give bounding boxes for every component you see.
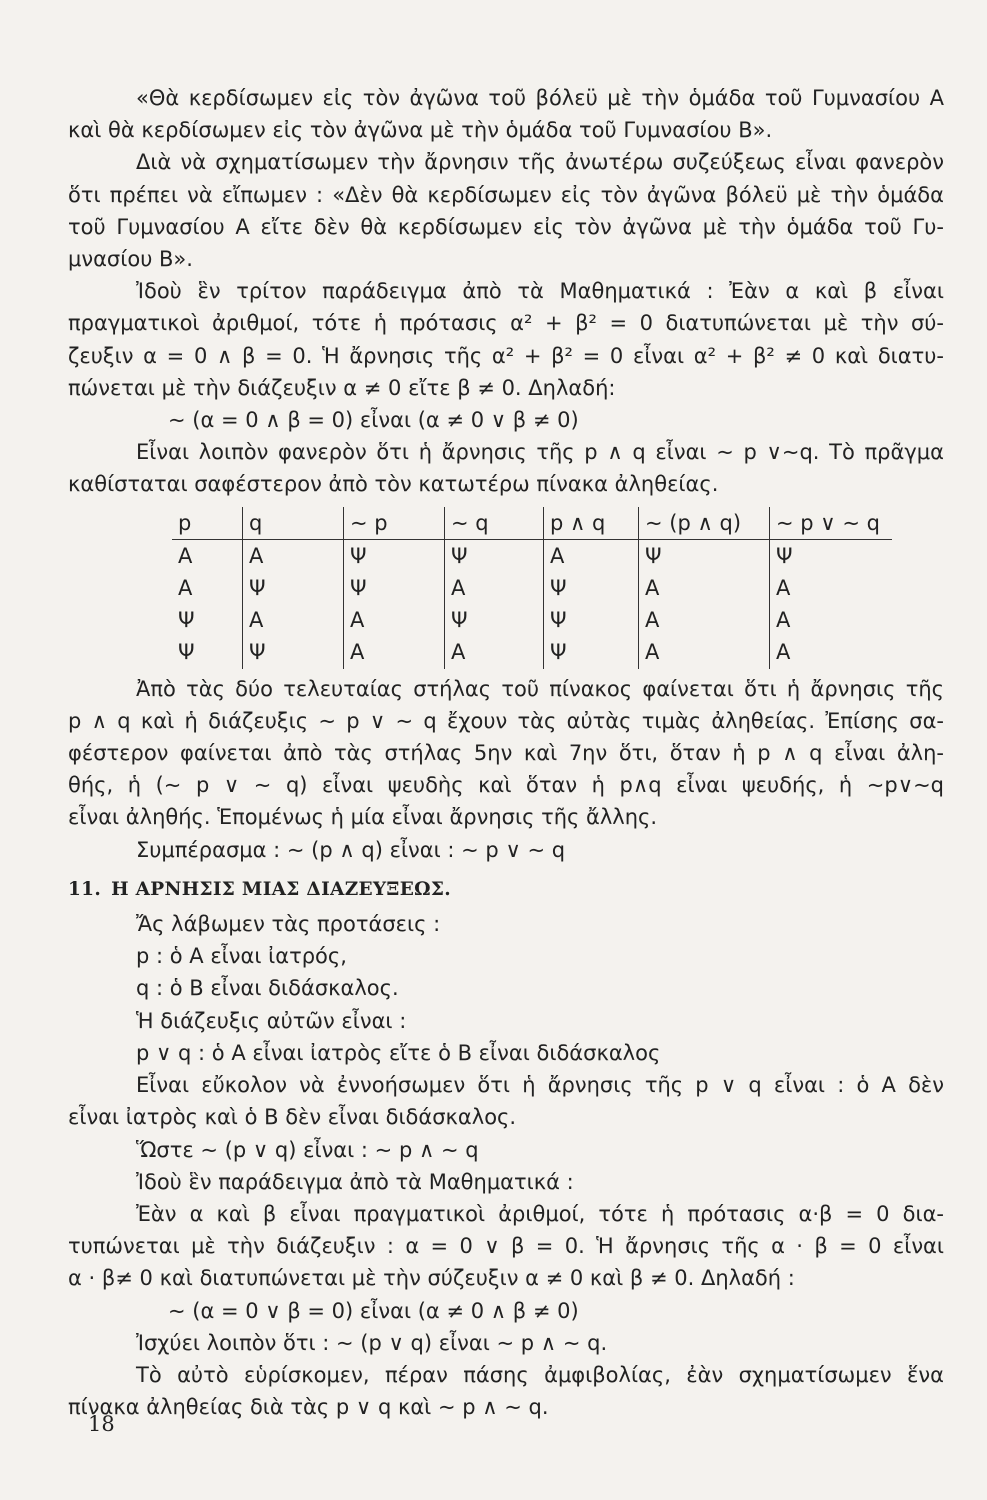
- truth-table-header: [172, 507, 892, 540]
- section11-p-def: p : ὁ Α εἶναι ἰατρός,: [136, 944, 347, 969]
- table-cell: Ψ: [445, 604, 544, 636]
- section-number: 11.: [68, 878, 102, 900]
- table-cell: Ψ: [178, 640, 195, 665]
- table-cell: Ψ: [178, 608, 195, 633]
- table-cell: Α: [770, 636, 893, 668]
- section11-final-line1: Τὸ αὐτὸ εὑρίσκομεν, πέραν πάσης ἀμφιβολίας, ἐὰν σχηματίσωμεν ἕνα: [136, 1362, 944, 1387]
- header-cell: ∼ q: [445, 507, 544, 540]
- para4-line5: εἶναι ἀληθής. Ἑπομένως ἡ μία εἶναι ἄρνησις τῆς ἄλλης.: [68, 805, 658, 830]
- para3-line3: ζευξιν α = 0 ∧ β = 0. Ἡ ἄρνησις τῆς α² + β² = 0 εἶναι α² + β² ≠ 0 καὶ διατυ-: [68, 343, 944, 368]
- para3-formula: ∼ (α = 0 ∧ β = 0) εἶναι (α ≠ 0 ∨ β ≠ 0): [168, 408, 579, 433]
- table-cell: Ψ: [544, 604, 639, 636]
- table-row: [172, 636, 892, 668]
- para1-line2: καὶ θὰ κερδίσωμεν εἰς τὸν ἀγῶνα μὲ τὴν ὁμάδα τοῦ Γυμνασίου Β».: [68, 118, 773, 143]
- section11-ex-line3: α · β≠ 0 καὶ διατυπώνεται μὲ τὴν σύζευξιν α ≠ 0 καὶ β ≠ 0. Δηλαδή :: [68, 1266, 795, 1291]
- para4-line1: Ἀπὸ τὰς δύο τελευταίας στήλας τοῦ πίνακος φαίνεται ὅτι ἡ ἄρνησις τῆς: [136, 676, 944, 701]
- section11-holds: Ἰσχύει λοιπὸν ὅτι : ∼ (p ∨ q) εἶναι ∼ p ∧ ∼ q.: [136, 1330, 608, 1355]
- table-cell: Ψ: [243, 572, 344, 604]
- section11-example-intro: Ἰδοὺ ἓν παράδειγμα ἀπὸ τὰ Μαθηματικά :: [136, 1169, 574, 1194]
- para4-line2: p ∧ q καὶ ἡ διάζευξις ∼ p ∨ ∼ q ἔχουν τὰς αὐτὰς τιμὰς ἀληθείας. Ἐπίσης σα-: [68, 708, 944, 733]
- table-cell: Α: [178, 543, 193, 568]
- para2-line4: μνασίου Β».: [68, 247, 193, 272]
- header-cell: ∼ p: [344, 507, 445, 540]
- table-cell: Α: [770, 572, 893, 604]
- table-cell: Ψ: [344, 572, 445, 604]
- section11-disj: p ∨ q : ὁ Α εἶναι ἰατρὸς εἴτε ὁ Β εἶναι διδάσκαλος: [136, 1040, 661, 1065]
- para3-line2: πραγματικοὶ ἀριθμοί, τότε ἡ πρότασις α² + β² = 0 διατυπώνεται μὲ τὴν σύ-: [68, 311, 944, 336]
- para2-line3: τοῦ Γυμνασίου Α εἴτε δὲν θὰ κερδίσωμεν εἰς τὸν ἀγῶνα μὲ τὴν ὁμάδα τοῦ Γυ-: [68, 214, 944, 239]
- table-cell: Ψ: [243, 636, 344, 668]
- para4-line3: φέστερον φαίνεται ἀπὸ τὰς στήλας 5ην καὶ 7ην ὅτι, ὅταν ἡ p ∧ q εἶναι ἀλη-: [68, 741, 944, 766]
- table-cell: Ψ: [445, 539, 544, 572]
- section11-final-line2: πίνακα ἀληθείας διὰ τὰς p ∨ q καὶ ∼ p ∧ ∼ q.: [68, 1395, 549, 1420]
- header-cell: p ∧ q: [544, 507, 639, 540]
- table-row: [172, 572, 892, 604]
- section11-disj-intro: Ἡ διάζευξις αὐτῶν εἶναι :: [136, 1008, 407, 1033]
- table-cell: Ψ: [544, 572, 639, 604]
- table-cell: Ψ: [639, 539, 770, 572]
- table-cell: Ψ: [544, 636, 639, 668]
- section11-formula: ∼ (α = 0 ∨ β = 0) εἶναι (α ≠ 0 ∧ β ≠ 0): [168, 1298, 579, 1323]
- header-cell: p: [172, 507, 243, 540]
- header-cell: q: [243, 507, 344, 540]
- table-cell: Α: [639, 636, 770, 668]
- table-cell: Α: [243, 604, 344, 636]
- section11-neg-line1: Εἶναι εὔκολον νὰ ἐννοήσωμεν ὅτι ἡ ἄρνησις τῆς p ∨ q εἶναι : ὁ Α δὲν: [136, 1073, 944, 1098]
- table-row: [172, 539, 892, 572]
- para3-line4: πώνεται μὲ τὴν διάζευξιν α ≠ 0 εἴτε β ≠ 0. Δηλαδή:: [68, 375, 616, 400]
- header-cell: ∼ (p ∧ q): [639, 507, 770, 540]
- table-cell: Α: [544, 539, 639, 572]
- table-cell: Α: [344, 636, 445, 668]
- table-cell: Ψ: [770, 539, 893, 572]
- section11-ex-line1: Ἐὰν α καὶ β εἶναι πραγματικοὶ ἀριθμοί, τότε ἡ πρότασις α·β = 0 δια-: [136, 1201, 944, 1226]
- section11-q-def: q : ὁ Β εἶναι διδάσκαλος.: [136, 976, 399, 1001]
- table-row: [172, 604, 892, 636]
- section-title: Η ΑΡΝΗΣΙΣ ΜΙΑΣ ΔΙΑΖΕΥΞΕΩΣ.: [111, 878, 452, 900]
- table-cell: Α: [344, 604, 445, 636]
- para3-line6: καθίσταται σαφέστερον ἀπὸ τὸν κατωτέρω πίνακα ἀληθείας.: [68, 472, 719, 497]
- header-cell: ∼ p ∨ ∼ q: [770, 507, 893, 540]
- para3-line1: Ἰδοὺ ἓν τρίτον παράδειγμα ἀπὸ τὰ Μαθηματικά : Ἐὰν α καὶ β εἶναι: [136, 279, 944, 304]
- section11-ex-line2: τυπώνεται μὲ τὴν διάζευξιν : α = 0 ∨ β = 0. Ἡ ἄρνησις τῆς α · β = 0 εἶναι: [68, 1234, 944, 1259]
- truth-table: [172, 507, 892, 669]
- page-body: [68, 82, 944, 1423]
- table-cell: Α: [770, 604, 893, 636]
- table-cell: Α: [445, 572, 544, 604]
- section11-so: Ὥστε ∼ (p ∨ q) εἶναι : ∼ p ∧ ∼ q: [136, 1137, 479, 1162]
- para2-line2: ὅτι πρέπει νὰ εἴπωμεν : «Δὲν θὰ κερδίσωμεν εἰς τὸν ἀγῶνα βόλεϋ μὲ τὴν ὁμάδα: [68, 182, 944, 207]
- section11-intro: Ἄς λάβωμεν τὰς προτάσεις :: [136, 912, 441, 937]
- section-heading: [68, 874, 944, 906]
- table-cell: Α: [639, 604, 770, 636]
- para3-line5: Εἶναι λοιπὸν φανερὸν ὅτι ἡ ἄρνησις τῆς p ∧ q εἶναι ∼ p ∨∼q. Τὸ πρᾶγμα: [136, 440, 944, 465]
- table-cell: Α: [243, 539, 344, 572]
- para4-conclusion: Συμπέρασμα : ∼ (p ∧ q) εἶναι : ∼ p ∨ ∼ q: [136, 837, 566, 862]
- para4-line4: θής, ἡ (∼ p ∨ ∼ q) εἶναι ψευδὴς καὶ ὅταν ἡ p∧q εἶναι ψευδής, ἡ ∼p∨∼q: [68, 773, 944, 798]
- section11-neg-line2: εἶναι ἰατρὸς καὶ ὁ Β δὲν εἶναι διδάσκαλος.: [68, 1105, 517, 1130]
- para2-line1: Διὰ νὰ σχηματίσωμεν τὴν ἄρνησιν τῆς ἀνωτέρω συζεύξεως εἶναι φανερὸν: [136, 150, 944, 175]
- table-cell: Α: [445, 636, 544, 668]
- table-cell: Α: [178, 576, 193, 601]
- para1-line1: «Θὰ κερδίσωμεν εἰς τὸν ἀγῶνα τοῦ βόλεϋ μὲ τὴν ὁμάδα τοῦ Γυμνασίου Α: [136, 86, 944, 110]
- table-cell: Ψ: [344, 539, 445, 572]
- table-cell: Α: [639, 572, 770, 604]
- page-number: 18: [88, 1412, 115, 1436]
